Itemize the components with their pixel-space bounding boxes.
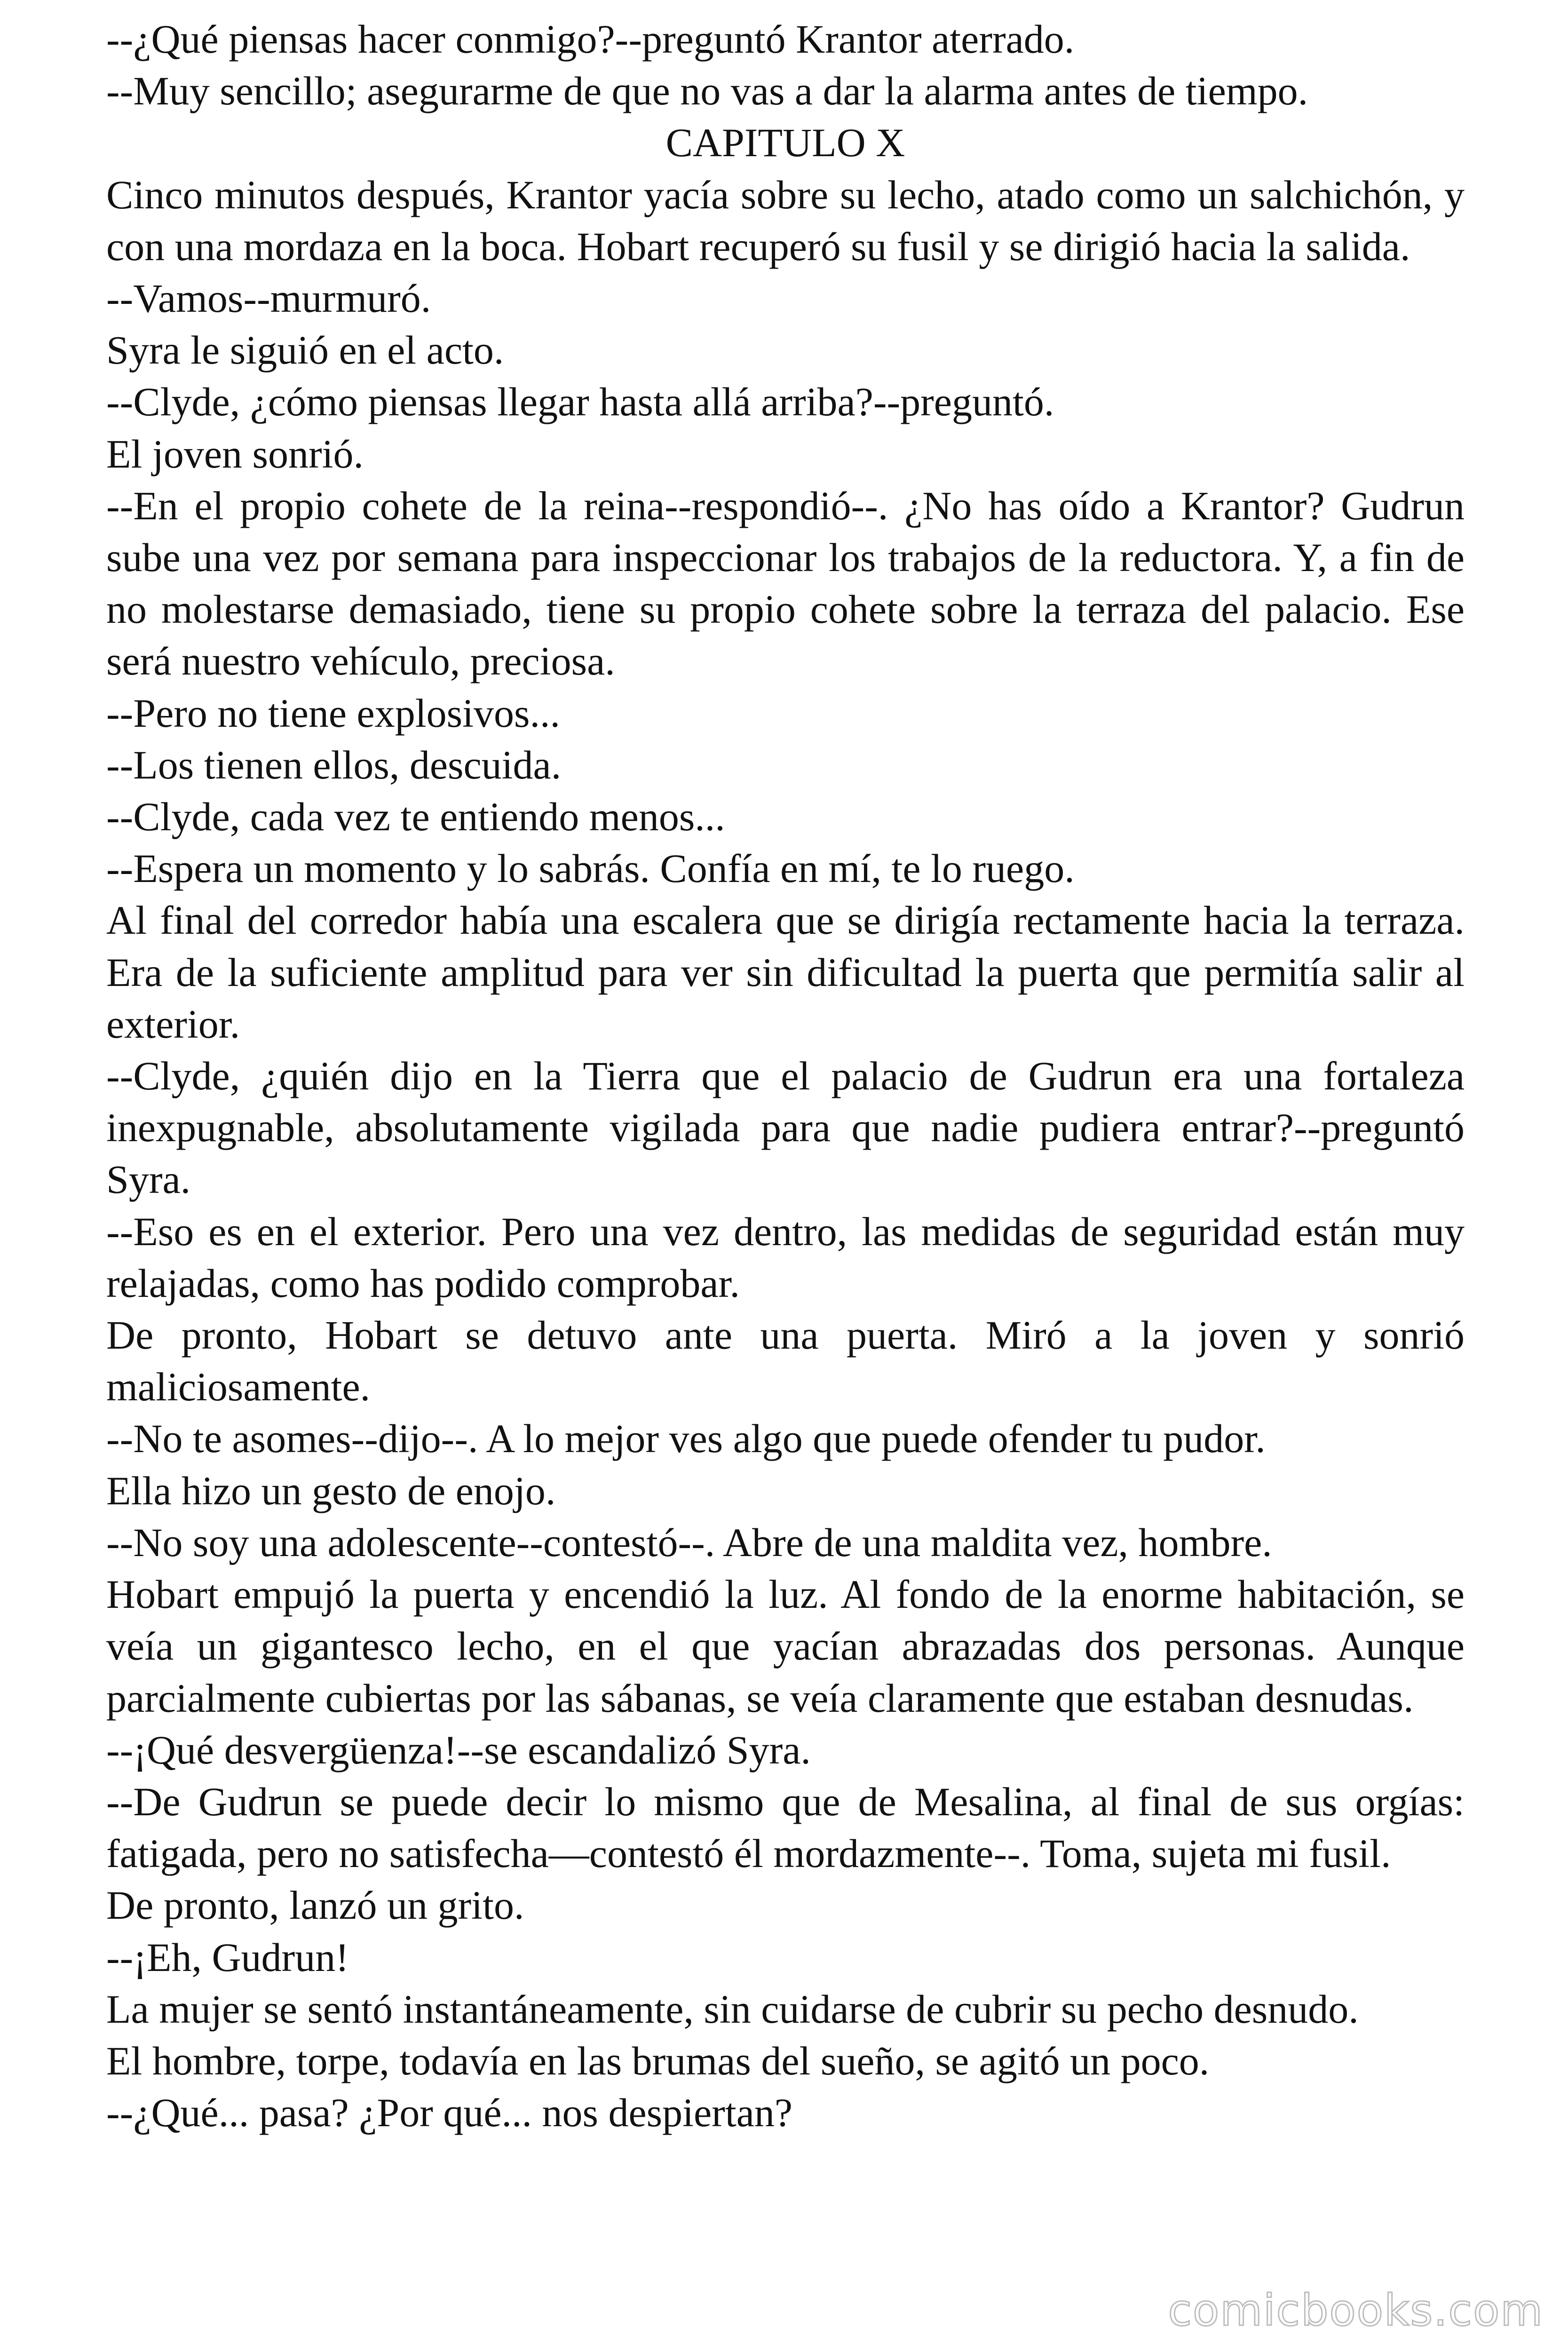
dialogue-paragraph: --¿Qué piensas hacer conmigo?--preguntó Krantor aterrado. <box>106 16 1075 62</box>
page-text-block <box>106 13 1465 2138</box>
narrative-paragraph: Ella hizo un gesto de enojo. <box>106 1468 556 1513</box>
dialogue-paragraph: --¿Qué... pasa? ¿Por qué... nos despiertan? <box>106 2090 793 2136</box>
dialogue-paragraph: --¡Eh, Gudrun! <box>106 1934 349 1980</box>
narrative-paragraph: Hobart empujó la puerta y encendió la luz. Al fondo de la enorme habitación, se veía un gigantesco lecho, en el que yacían abrazadas dos personas. Aunque parcialmente cubiertas por las sábanas, se veía claramente que estaban desnudas. <box>106 1572 1465 1721</box>
narrative-paragraph: El joven sonrió. <box>106 431 364 477</box>
dialogue-paragraph: --Muy sencillo; asegurarme de que no vas a dar la alarma antes de tiempo. <box>106 68 1308 114</box>
narrative-paragraph: De pronto, lanzó un grito. <box>106 1883 524 1928</box>
dialogue-paragraph: --Espera un momento y lo sabrás. Confía en mí, te lo ruego. <box>106 846 1075 891</box>
dialogue-paragraph: --En el propio cohete de la reina--respondió--. ¿No has oído a Krantor? Gudrun sube una vez por semana para inspeccionar los trabajos de la reductora. Y, a fin de no molestarse demasiado, tiene su propio cohete sobre la terraza del palacio. Ese será nuestro vehículo, preciosa. <box>106 483 1465 684</box>
dialogue-paragraph: --Clyde, ¿quién dijo en la Tierra que el palacio de Gudrun era una fortaleza inexpugnable, absolutamente vigilada para que nadie pudiera entrar?--preguntó Syra. <box>106 1053 1465 1202</box>
dialogue-paragraph: --Eso es en el exterior. Pero una vez dentro, las medidas de seguridad están muy relajadas, como has podido comprobar. <box>106 1208 1465 1306</box>
dialogue-paragraph: --Clyde, ¿cómo piensas llegar hasta allá arriba?--preguntó. <box>106 379 1054 425</box>
dialogue-paragraph: --De Gudrun se puede decir lo mismo que de Mesalina, al final de sus orgías: fatigada, pero no satisfecha—contestó él mordazmente--. Toma, sujeta mi fusil. <box>106 1779 1465 1876</box>
dialogue-paragraph: --Pero no tiene explosivos... <box>106 690 560 736</box>
dialogue-paragraph: --Clyde, cada vez te entiendo menos... <box>106 794 725 840</box>
dialogue-paragraph: --No te asomes--dijo--. A lo mejor ves algo que puede ofender tu pudor. <box>106 1416 1266 1462</box>
dialogue-paragraph: --¡Qué desvergüenza!--se escandalizó Syra. <box>106 1727 811 1772</box>
watermark-logo: comicbooks.com <box>1168 2285 1544 2336</box>
narrative-paragraph: El hombre, torpe, todavía en las brumas del sueño, se agitó un poco. <box>106 2038 1210 2083</box>
dialogue-paragraph: --Vamos--murmuró. <box>106 276 431 321</box>
narrative-paragraph: Al final del corredor había una escalera que se dirigía rectamente hacia la terraza. Era de la suficiente amplitud para ver sin dificultad la puerta que permitía salir al exterior. <box>106 898 1465 1047</box>
narrative-paragraph: La mujer se sentó instantáneamente, sin cuidarse de cubrir su pecho desnudo. <box>106 1986 1359 2032</box>
dialogue-paragraph: --Los tienen ellos, descuida. <box>106 742 562 787</box>
dialogue-paragraph: --No soy una adolescente--contestó--. Abre de una maldita vez, hombre. <box>106 1519 1272 1565</box>
narrative-paragraph: De pronto, Hobart se detuvo ante una puerta. Miró a la joven y sonrió maliciosamente. <box>106 1312 1465 1410</box>
narrative-paragraph: Syra le siguió en el acto. <box>106 327 504 373</box>
chapter-heading: CAPITULO X <box>665 120 905 166</box>
narrative-paragraph: Cinco minutos después, Krantor yacía sobre su lecho, atado como un salchichón, y con una mordaza en la boca. Hobart recuperó su fusil y se dirigió hacia la salida. <box>106 172 1465 269</box>
